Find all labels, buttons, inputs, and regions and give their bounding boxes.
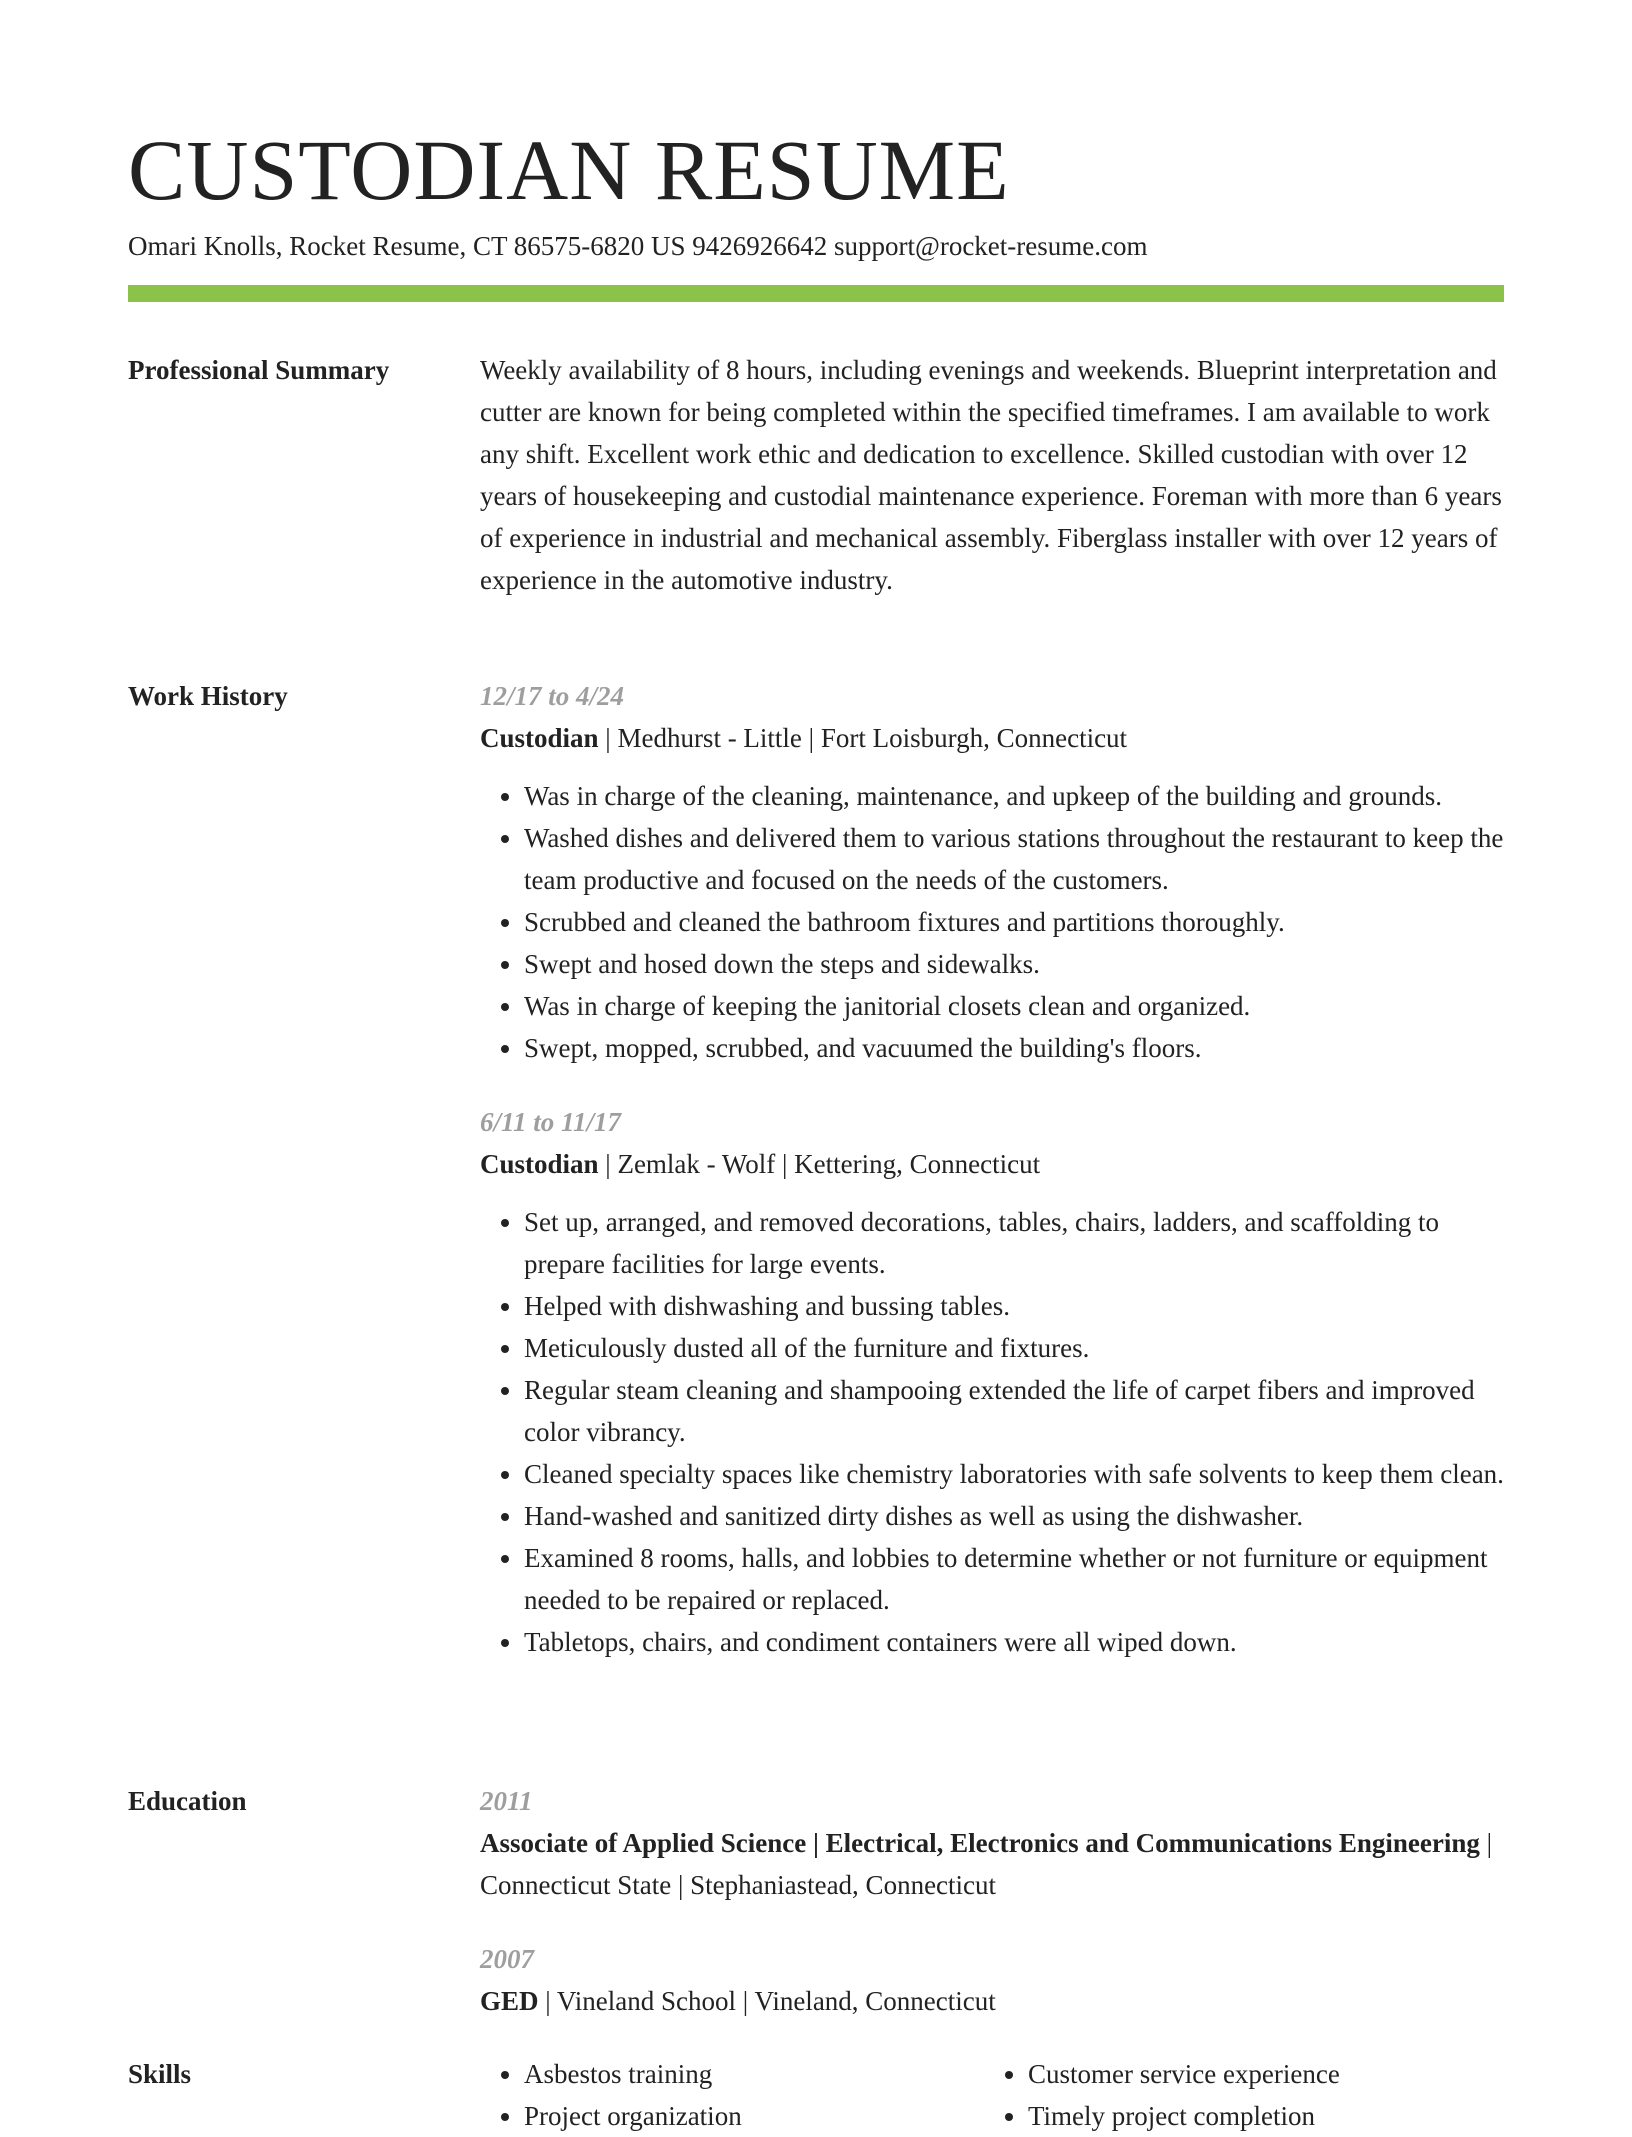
education-year: 2007 <box>480 1944 534 1974</box>
list-item: • Was in charge of the cleaning, maintenance, and upkeep of the building and grounds. <box>524 775 1504 817</box>
education-heading: Education <box>128 1786 247 1816</box>
entry-spacer <box>480 1069 1504 1101</box>
list-item: • Regular steam cleaning and shampooing extended the life of carpet fibers and improved color vibrancy. <box>524 1369 1504 1453</box>
contact-line: Omari Knolls, Rocket Resume, CT 86575-6820 US 9426926642 support@rocket-resume.com <box>128 231 1148 261</box>
skills-section <box>128 2053 1504 2131</box>
summary-heading: Professional Summary <box>128 355 390 385</box>
job-details: | Zemlak - Wolf | Kettering, Connecticut <box>598 1149 1041 1179</box>
list-item: • Washed dishes and delivered them to various stations throughout the restaurant to keep the team productive and focused on the needs of the customers. <box>524 817 1504 901</box>
school-details: | Connecticut State | Stephaniastead, Connecticut <box>480 1828 1493 1900</box>
skills-list-left <box>480 2053 984 2137</box>
work-history-heading: Work History <box>128 681 288 711</box>
job-title: Custodian <box>480 1149 599 1179</box>
list-item: • Meticulously dusted all of the furniture and fixtures. <box>524 1327 1504 1369</box>
degree-name: GED <box>480 1986 539 2016</box>
resume-header <box>128 120 1504 264</box>
education-entry <box>480 1938 1504 2022</box>
job-dates: 12/17 to 4/24 <box>480 681 625 711</box>
job-duties-list <box>480 775 1504 1069</box>
job-entry <box>480 675 1504 1069</box>
summary-section <box>128 349 1504 649</box>
job-details: | Medhurst - Little | Fort Loisburgh, Connecticut <box>598 723 1128 753</box>
list-item: • Timely project completion <box>1028 2095 1488 2137</box>
summary-body <box>480 349 1504 601</box>
education-section <box>128 1780 1504 2030</box>
job-entry <box>480 1101 1504 1663</box>
list-item: • Scrubbed and cleaned the bathroom fixtures and partitions thoroughly. <box>524 901 1504 943</box>
list-item: • Swept, mopped, scrubbed, and vacuumed the building's floors. <box>524 1027 1504 1069</box>
job-dates: 6/11 to 11/17 <box>480 1107 622 1137</box>
list-item: • Project organization <box>524 2095 984 2137</box>
education-entry <box>480 1780 1504 1906</box>
list-item: • Set up, arranged, and removed decorations, tables, chairs, ladders, and scaffolding to prepare facilities for large events. <box>524 1201 1504 1285</box>
list-item: • Examined 8 rooms, halls, and lobbies to determine whether or not furniture or equipment needed to be repaired or replaced. <box>524 1537 1504 1621</box>
work-history-section <box>128 675 1504 1755</box>
entry-spacer <box>480 1906 1504 1938</box>
education-heading-line <box>480 1822 1504 1906</box>
work-history-body <box>480 675 1504 1663</box>
list-item: • Asbestos training <box>524 2053 984 2095</box>
skills-column-left <box>480 2053 984 2137</box>
skills-heading: Skills <box>128 2059 192 2089</box>
list-item: • Cleaned specialty spaces like chemistry laboratories with safe solvents to keep them clean. <box>524 1453 1504 1495</box>
job-duties-list <box>480 1201 1504 1663</box>
skills-column-right <box>984 2053 1488 2137</box>
degree-name: Associate of Applied Science | Electrical, Electronics and Communications Engineering <box>480 1828 1480 1858</box>
list-item: • Helped with dishwashing and bussing tables. <box>524 1285 1504 1327</box>
job-heading <box>480 717 1504 759</box>
summary-text: Weekly availability of 8 hours, including evenings and weekends. Blueprint interpretation and cutter are known for being completed within the specified timeframes. I am available to work any shift. Excellent work ethic and dedication to excellence. Skilled custodian with over 12 years of housekeeping and custodial maintenance experience. Foreman with more than 6 years of experience in industrial and mechanical assembly. Fiberglass installer with over 12 years of experience in the automotive industry. <box>480 355 1502 595</box>
list-item: • Tabletops, chairs, and condiment containers were all wiped down. <box>524 1621 1504 1663</box>
list-item: • Swept and hosed down the steps and sidewalks. <box>524 943 1504 985</box>
list-item: • Hand-washed and sanitized dirty dishes as well as using the dishwasher. <box>524 1495 1504 1537</box>
list-item: • Was in charge of keeping the janitorial closets clean and organized. <box>524 985 1504 1027</box>
school-details: | Vineland School | Vineland, Connecticut <box>538 1986 996 2016</box>
skills-body <box>480 2053 1504 2137</box>
skills-list-right <box>984 2053 1488 2137</box>
education-body <box>480 1780 1504 2022</box>
list-item: • Customer service experience <box>1028 2053 1488 2095</box>
job-title: Custodian <box>480 723 599 753</box>
education-year: 2011 <box>480 1786 533 1816</box>
resume-title: CUSTODIAN RESUME <box>128 122 1010 218</box>
accent-divider <box>128 285 1504 302</box>
job-heading <box>480 1143 1504 1185</box>
education-heading-line <box>480 1980 1504 2022</box>
skills-columns <box>480 2053 1504 2137</box>
